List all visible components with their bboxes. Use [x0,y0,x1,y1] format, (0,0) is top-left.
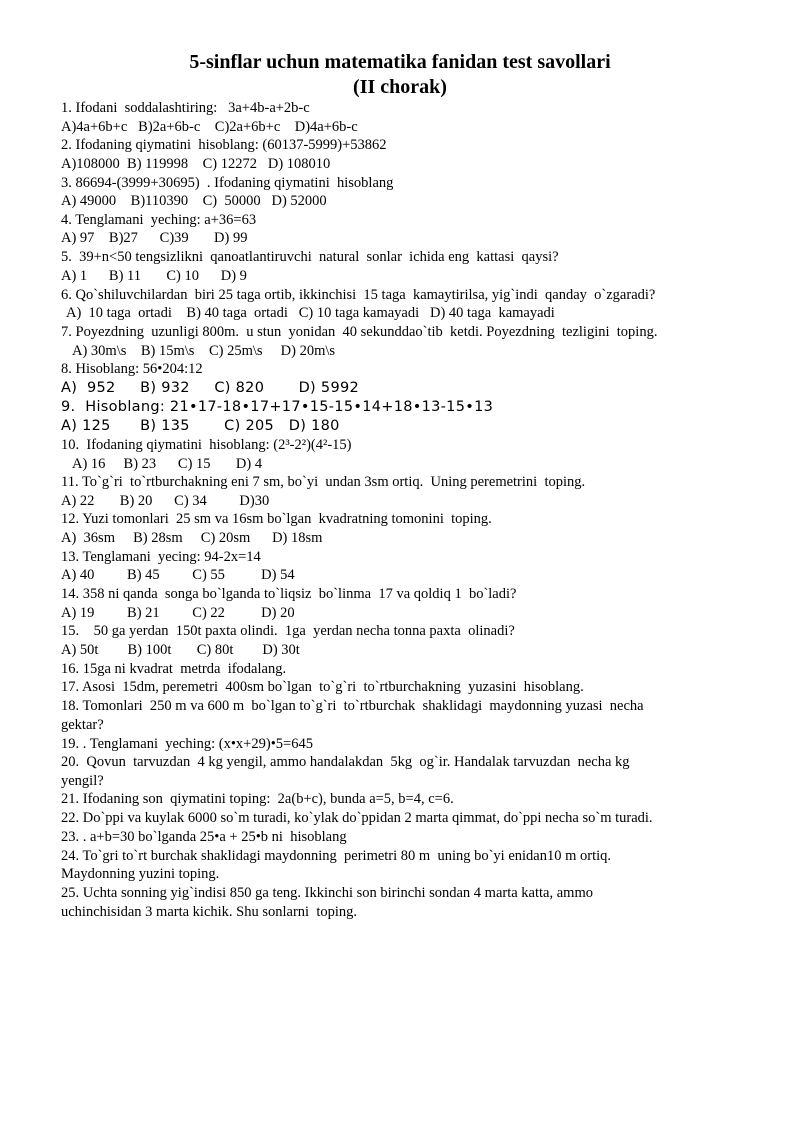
question-24: 24. To`gri to`rt burchak shaklidagi maydonning perimetri 80 m uning bo`yi enidan10 m ortiq. [61,848,612,864]
question-20-continued: yengil? [61,773,104,789]
question-6: 6. Qo`shiluvchilardan biri 25 taga ortib, ikkinchisi 15 taga kamaytirilsa, yig`indi qanday o`zgaradi? [61,287,656,303]
answers-2: A)108000 B) 119998 C) 12272 D) 108010 [61,156,331,172]
question-18: 18. Tomonlari 250 m va 600 m bo`lgan to`g`ri to`rtburchak shaklidagi maydonning yuzasi necha [61,698,644,714]
answers-9: A) 125 B) 135 C) 205 D) 180 [61,418,340,434]
answers-7: A) 30m\s B) 15m\s C) 25m\s D) 20m\s [72,343,336,359]
answers-6: A) 10 taga ortadi B) 40 taga ortadi C) 10 taga kamayadi D) 40 taga kamayadi [66,305,555,321]
answers-1: A)4a+6b+c B)2a+6b-c C)2a+6b+c D)4a+6b-c [61,119,358,135]
question-8: 8. Hisoblang: 56•204:12 [61,361,203,377]
question-4: 4. Tenglamani yeching: a+36=63 [61,212,257,228]
question-21: 21. Ifodaning son qiymatini toping: 2a(b+c), bunda a=5, b=4, c=6. [61,791,454,807]
answers-15: A) 50t B) 100t C) 80t D) 30t [61,642,300,658]
question-11: 11. To`g`ri to`rtburchakning eni 7 sm, bo`yi undan 3sm ortiq. Uning peremetrini toping. [61,474,586,490]
answers-12: A) 36sm B) 28sm C) 20sm D) 18sm [61,530,323,546]
question-7: 7. Poyezdning uzunligi 800m. u stun yonidan 40 sekunddao`tib ketdi. Poyezdning tezligini toping. [61,324,658,340]
question-24-continued: Maydonning yuzini toping. [61,866,220,882]
answers-3: A) 49000 B)110390 C) 50000 D) 52000 [61,193,327,209]
question-22: 22. Do`ppi va kuylak 6000 so`m turadi, ko`ylak do`ppidan 2 marta qimmat, do`ppi necha so`m turadi. [61,810,653,826]
question-20: 20. Qovun tarvuzdan 4 kg yengil, ammo handalakdan 5kg og`ir. Handalak tarvuzdan necha kg [61,754,630,770]
question-5: 5. 39+n<50 tengsizlikni qanoatlantiruvchi natural sonlar ichida eng kattasi qaysi? [61,249,559,265]
question-25-continued: uchinchisidan 3 marta kichik. Shu sonlarni toping. [61,904,357,920]
question-17: 17. Asosi 15dm, peremetri 400sm bo`lgan to`g`ri to`rtburchakning yuzasini hisoblang. [61,679,584,695]
question-9: 9. Hisoblang: 21•17-18•17+17•15-15•14+18•13-15•13 [61,399,494,415]
question-18-continued: gektar? [61,717,104,733]
page-title: 5-sinflar uchun matematika fanidan test savollari [189,51,611,73]
answers-4: A) 97 B)27 C)39 D) 99 [61,230,248,246]
answers-10: A) 16 B) 23 C) 15 D) 4 [72,456,263,472]
answers-8: A) 952 B) 932 C) 820 D) 5992 [61,380,360,396]
page-subtitle: (II chorak) [353,76,447,98]
question-15: 15. 50 ga yerdan 150t paxta olindi. 1ga yerdan necha tonna paxta olinadi? [61,623,515,639]
question-3: 3. 86694-(3999+30695) . Ifodaning qiymatini hisoblang [61,175,394,191]
question-14: 14. 358 ni qanda songa bo`lganda to`liqsiz bo`linma 17 va qoldiq 1 bo`ladi? [61,586,517,602]
question-10: 10. Ifodaning qiymatini hisoblang: (2³-2²)(4²-15) [61,437,352,453]
question-13: 13. Tenglamani yecing: 94-2x=14 [61,549,261,565]
answers-5: A) 1 B) 11 C) 10 D) 9 [61,268,247,284]
question-23: 23. . a+b=30 bo`lganda 25•a + 25•b ni hisoblang [61,829,347,845]
question-1: 1. Ifodani soddalashtiring: 3a+4b-a+2b-c [61,100,310,116]
answers-13: A) 40 B) 45 C) 55 D) 54 [61,567,295,583]
question-2: 2. Ifodaning qiymatini hisoblang: (60137-5999)+53862 [61,137,387,153]
question-12: 12. Yuzi tomonlari 25 sm va 16sm bo`lgan kvadratning tomonini toping. [61,511,492,527]
question-19: 19. . Tenglamani yeching: (x•x+29)•5=645 [61,736,313,752]
question-25: 25. Uchta sonning yig`indisi 850 ga teng. Ikkinchi son birinchi sondan 4 marta katta, ammo [61,885,593,901]
answers-14: A) 19 B) 21 C) 22 D) 20 [61,605,295,621]
question-16: 16. 15ga ni kvadrat metrda ifodalang. [61,661,287,677]
answers-11: A) 22 B) 20 C) 34 D)30 [61,493,270,509]
